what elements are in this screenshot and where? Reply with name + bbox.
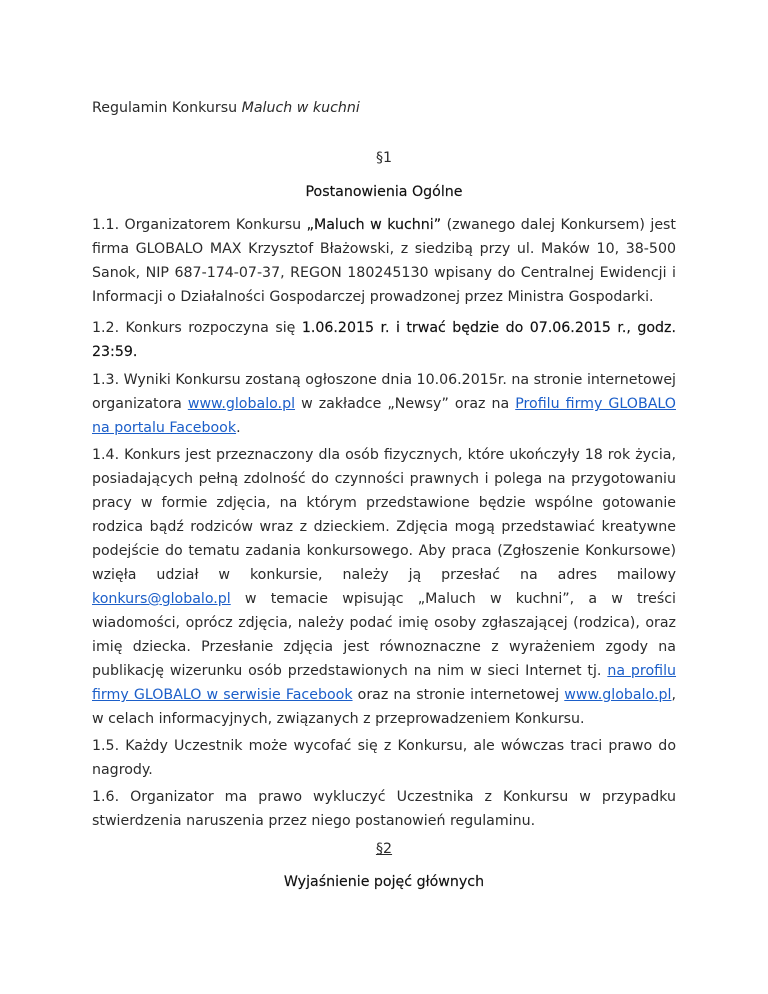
paragraph-1-2	[92, 316, 676, 364]
document-title	[92, 96, 360, 120]
p1-3-text-c: .	[236, 420, 241, 436]
website-link-2[interactable]: www.globalo.pl	[564, 687, 672, 703]
paragraph-1-1	[92, 213, 676, 309]
contest-email-link[interactable]: konkurs@globalo.pl	[92, 591, 231, 607]
section-2-heading: Wyjaśnienie pojęć głównych	[283, 874, 485, 890]
p1-1-text-c: (zwanego dalej Konkursem) jest firma GLOBALO MAX Krzysztof Błażowski, z siedzibą przy ul. Maków 10, 38-500 Sanok, NIP 687-174-07-37, REGON 180245130 wpisany do Centralnej Ewidencji i Informacji o Działalności Gospodarczej prowadzonej przez Ministra Gospodarki.	[92, 217, 676, 305]
paragraph-1-3	[92, 368, 676, 440]
section-1-number: §1	[375, 150, 393, 166]
contest-dates: 1.06.2015 r. i trwać będzie do 07.06.2015 r., godz. 23:59.	[92, 320, 676, 360]
section-1-heading: Postanowienia Ogólne	[305, 184, 463, 200]
title-prefix: Regulamin Konkursu	[92, 100, 242, 116]
p1-3-text-a: 1.3. Wyniki Konkursu zostaną ogłoszone dnia 10.06.2015r. na stronie internetowej organizatora	[92, 372, 676, 412]
p1-4-text-d: , w celach informacyjnych, związanych z przeprowadzeniem Konkursu.	[92, 687, 676, 727]
paragraph-1-6	[92, 785, 676, 833]
facebook-profile-link-2[interactable]: na profilu firmy GLOBALO w serwisie Facebook	[92, 663, 677, 703]
p1-4-text-b: w temacie wpisując „Maluch w kuchni”, a w treści wiadomości, oprócz zdjęcia, należy podać imię osoby zgłaszającej (rodzica), oraz imię dziecka. Przesłanie zdjęcia jest równoznaczne z wyrażeniem zgody na publikację wizerunku osób przedstawionych na nim w sieci Internet tj.	[92, 591, 676, 679]
section-2-number: §2	[375, 841, 393, 857]
p1-3-text-b: w zakładce „Newsy” oraz na	[295, 396, 516, 412]
website-link[interactable]: www.globalo.pl	[187, 396, 296, 412]
contest-name: „Maluch w kuchni”	[306, 217, 442, 233]
title-italic: Maluch w kuchni	[241, 100, 360, 116]
facebook-profile-link[interactable]: Profilu firmy GLOBALO na portalu Facebook	[92, 396, 676, 436]
paragraph-1-5	[92, 734, 676, 782]
p1-5-text: 1.5. Każdy Uczestnik może wycofać się z Konkursu, ale wówczas traci prawo do nagrody.	[92, 738, 676, 778]
p1-2-text-a: 1.2. Konkurs rozpoczyna się	[92, 320, 302, 336]
p1-1-text-a: 1.1. Organizatorem Konkursu	[92, 217, 307, 233]
p1-4-text-a: 1.4. Konkurs jest przeznaczony dla osób fizycznych, które ukończyły 18 rok życia, posiadających pełną zdolność do czynności prawnych i polega na przygotowaniu pracy w formie zdjęcia, na którym przedstawione będzie wspólne gotowanie rodzica bądź rodziców wraz z dzieckiem. Zdjęcia mogą przedstawiać kreatywne podejście do tematu zadania konkursowego. Aby praca (Zgłoszenie Konkursowe) wzięła udział w konkursie, należy ją przesłać na adres mailowy	[92, 447, 676, 583]
p1-6-text: 1.6. Organizator ma prawo wykluczyć Uczestnika z Konkursu w przypadku stwierdzenia naruszenia przez niego postanowień regulaminu.	[92, 789, 676, 829]
p1-4-text-c: oraz na stronie internetowej	[352, 687, 565, 703]
paragraph-1-4	[92, 443, 676, 731]
